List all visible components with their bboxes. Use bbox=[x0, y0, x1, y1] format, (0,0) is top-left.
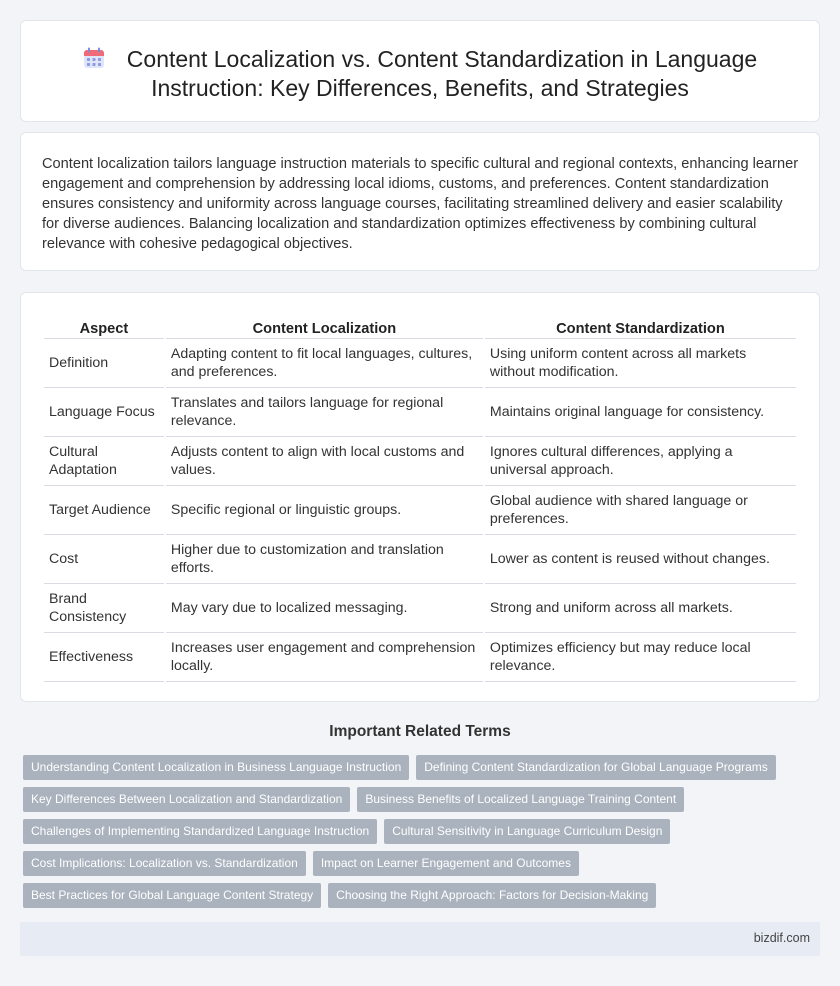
intro-paragraph: Content localization tailors language instruction materials to specific cultural and regional contexts, enhancing learner engagement and comprehension by addressing local idioms, customs, and preferences. Content standardization ensures consistency and uniformity across language courses, facilitating streamlined delivery and easier scalability for diverse audiences. Balancing localization and standardization optimizes effectiveness by combining cultural relevance with cohesive pedagogical objectives. bbox=[42, 156, 799, 252]
cell-aspect: Language Focus bbox=[44, 388, 164, 437]
related-term-tag[interactable]: Challenges of Implementing Standardized Language Instruction bbox=[23, 819, 377, 844]
cell-aspect: Cultural Adaptation bbox=[44, 437, 164, 486]
related-term-tag[interactable]: Cost Implications: Localization vs. Standardization bbox=[23, 851, 306, 876]
table-row bbox=[44, 486, 796, 535]
tag-row bbox=[23, 819, 803, 851]
footer-bar bbox=[20, 922, 820, 956]
related-term-tag[interactable]: Cultural Sensitivity in Language Curriculum Design bbox=[384, 819, 670, 844]
cell-standardization: Strong and uniform across all markets. bbox=[485, 584, 796, 633]
related-term-tag[interactable]: Choosing the Right Approach: Factors for Decision-Making bbox=[328, 883, 656, 908]
related-term-tag[interactable]: Defining Content Standardization for Global Language Programs bbox=[416, 755, 776, 780]
cell-standardization: Using uniform content across all markets without modification. bbox=[485, 339, 796, 388]
page-title-text: Content Localization vs. Content Standardization in Language Instruction: Key Differences, Benefits, and Strategies bbox=[126, 46, 758, 101]
intro-card bbox=[20, 132, 820, 271]
cell-aspect: Target Audience bbox=[44, 486, 164, 535]
cell-standardization: Maintains original language for consistency. bbox=[485, 388, 796, 437]
tag-row bbox=[23, 883, 803, 915]
page-title bbox=[61, 45, 779, 103]
cell-aspect: Definition bbox=[44, 339, 164, 388]
cell-localization: Increases user engagement and comprehension locally. bbox=[166, 633, 483, 682]
cell-localization: Specific regional or linguistic groups. bbox=[166, 486, 483, 535]
related-term-tag[interactable]: Best Practices for Global Language Content Strategy bbox=[23, 883, 321, 908]
cell-standardization: Global audience with shared language or preferences. bbox=[485, 486, 796, 535]
cell-aspect: Cost bbox=[44, 535, 164, 584]
related-term-tag[interactable]: Understanding Content Localization in Business Language Instruction bbox=[23, 755, 409, 780]
table-row bbox=[44, 584, 796, 633]
cell-localization: Adapting content to fit local languages, cultures, and preferences. bbox=[166, 339, 483, 388]
column-header-standardization: Content Standardization bbox=[485, 315, 796, 339]
cell-aspect: Effectiveness bbox=[44, 633, 164, 682]
cell-localization: Translates and tailors language for regional relevance. bbox=[166, 388, 483, 437]
table-row bbox=[44, 339, 796, 388]
column-header-aspect: Aspect bbox=[44, 315, 164, 339]
tag-row bbox=[23, 787, 803, 819]
related-term-tag[interactable]: Impact on Learner Engagement and Outcomes bbox=[313, 851, 579, 876]
table-row bbox=[44, 388, 796, 437]
footer-brand[interactable]: bizdif.com bbox=[753, 931, 810, 945]
cell-localization: Higher due to customization and translation efforts. bbox=[166, 535, 483, 584]
calendar-icon bbox=[83, 47, 105, 69]
comparison-card bbox=[20, 292, 820, 702]
related-term-tag[interactable]: Key Differences Between Localization and Standardization bbox=[23, 787, 350, 812]
cell-standardization: Lower as content is reused without changes. bbox=[485, 535, 796, 584]
cell-localization: May vary due to localized messaging. bbox=[166, 584, 483, 633]
table-header-row bbox=[44, 315, 796, 339]
cell-aspect: Brand Consistency bbox=[44, 584, 164, 633]
column-header-localization: Content Localization bbox=[166, 315, 483, 339]
related-terms-list bbox=[23, 755, 803, 915]
comparison-table bbox=[42, 315, 798, 682]
cell-standardization: Ignores cultural differences, applying a universal approach. bbox=[485, 437, 796, 486]
table-row bbox=[44, 633, 796, 682]
tag-row bbox=[23, 851, 803, 883]
tag-row bbox=[23, 755, 803, 787]
cell-standardization: Optimizes efficiency but may reduce local relevance. bbox=[485, 633, 796, 682]
related-term-tag[interactable]: Business Benefits of Localized Language Training Content bbox=[357, 787, 684, 812]
header-card bbox=[20, 20, 820, 122]
table-row bbox=[44, 437, 796, 486]
title-wrap bbox=[21, 45, 819, 103]
related-terms-heading: Important Related Terms bbox=[329, 723, 511, 740]
cell-localization: Adjusts content to align with local customs and values. bbox=[166, 437, 483, 486]
table-row bbox=[44, 535, 796, 584]
